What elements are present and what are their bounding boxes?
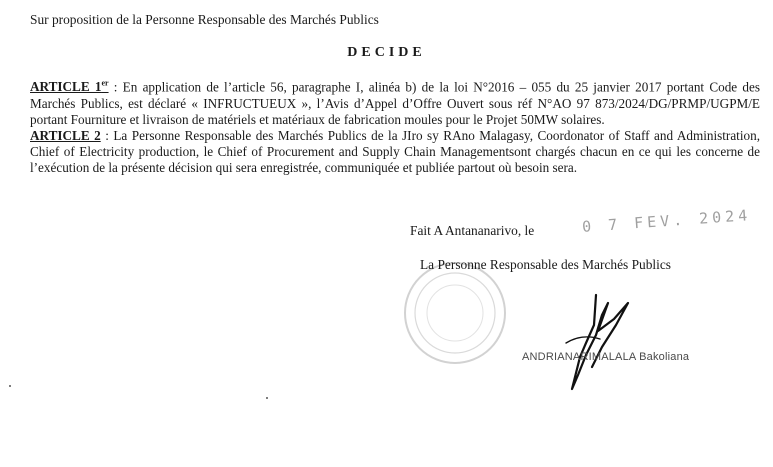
signatory-name-stamp: ANDRIANARIMALALA Bakoliana [522, 351, 690, 363]
decide-heading: DECIDE [347, 45, 426, 60]
article-1-text: : En application de l’article 56, paragraphe I, alinéa b) de la loi N°2016 – 055 du 25 janvier 2017 portant Code des Marchés Publics, est déclaré « INFRUCTUEUX », l’Avis d’Appel d’Offre Ouvert sous réf N°AO 97 873/2024/DG/PRMP/UGPM/E portant Fourniture et livraison de matériels et matériaux de fabrication moules pour le Projet 50MW solaires. [30, 79, 760, 127]
article-2 [30, 128, 760, 177]
article-1-label: ARTICLE 1er [30, 79, 109, 95]
official-seal-icon [400, 258, 510, 368]
date-stamp: 0 7 FEV. 2024 [581, 206, 752, 236]
article-2-text: : La Personne Responsable des Marchés Publics de la JIro sy RAno Malagasy, Coordonator of Staff and Administration, Chief of Electricity production, le Chief of Procurement and Supply Chain Managementsont chargés chacun en ce qui les concerne de l’exécution de la présente décision qui sera enregistrée, communiquée et publiée partout où besoin sera. [30, 128, 760, 176]
handwritten-signature-icon [556, 285, 636, 395]
articles-body [30, 76, 760, 177]
place-date-line: Fait A Antananarivo, le [410, 223, 535, 238]
scan-speck [266, 397, 268, 399]
article-2-label: ARTICLE 2 [30, 128, 101, 143]
intro-line: Sur proposition de la Personne Responsable des Marchés Publics [30, 12, 379, 27]
signatory-title: La Personne Responsable des Marchés Publics [420, 257, 672, 272]
scan-speck [9, 385, 11, 387]
article-1 [30, 76, 760, 128]
